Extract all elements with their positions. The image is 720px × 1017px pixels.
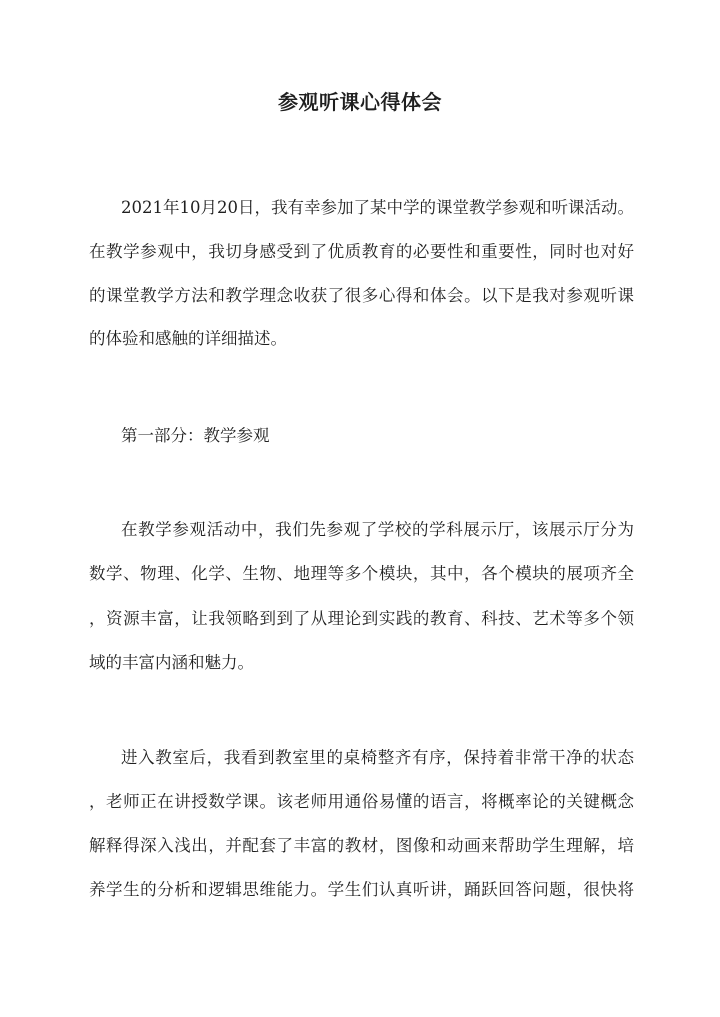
paragraph-3-line-3: 解释得深入浅出，并配套了丰富的教材，图像和动画来帮助学生理解，培 [89,836,634,855]
paragraph-1-line-1: 2021年10月20日，我有幸参加了某中学的课堂教学参观和听课活动。 [121,198,634,217]
paragraph-2-line-4: 域的丰富内涵和魅力。 [89,653,254,672]
paragraph-3-line-2: ，老师正在讲授数学课。该老师用通俗易懂的语言，将概率论的关键概念 [89,792,634,811]
paragraph-1-line-2: 在教学参观中，我切身感受到了优质教育的必要性和重要性，同时也对好 [89,242,634,261]
paragraph-3-line-4: 养学生的分析和逻辑思维能力。学生们认真听讲，踊跃回答问题，很快将 [89,880,634,899]
paragraph-2-line-3: ，资源丰富，让我领略到到了从理论到实践的教育、科技、艺术等多个领 [89,609,634,628]
paragraph-1-line-4: 的体验和感触的详细描述。 [89,329,287,348]
paragraph-2-line-2: 数学、物理、化学、生物、地理等多个模块，其中，各个模块的展项齐全 [89,564,634,583]
paragraph-1-line-3: 的课堂教学方法和教学理念收获了很多心得和体会。以下是我对参观听课 [89,286,634,305]
section-heading: 第一部分：教学参观 [121,426,270,445]
document-title: 参观听课心得体会 [278,90,442,114]
paragraph-2-line-1: 在教学参观活动中，我们先参观了学校的学科展示厅，该展示厅分为 [121,520,634,539]
paragraph-3-line-1: 进入教室后，我看到教室里的桌椅整齐有序，保持着非常干净的状态 [121,748,634,767]
